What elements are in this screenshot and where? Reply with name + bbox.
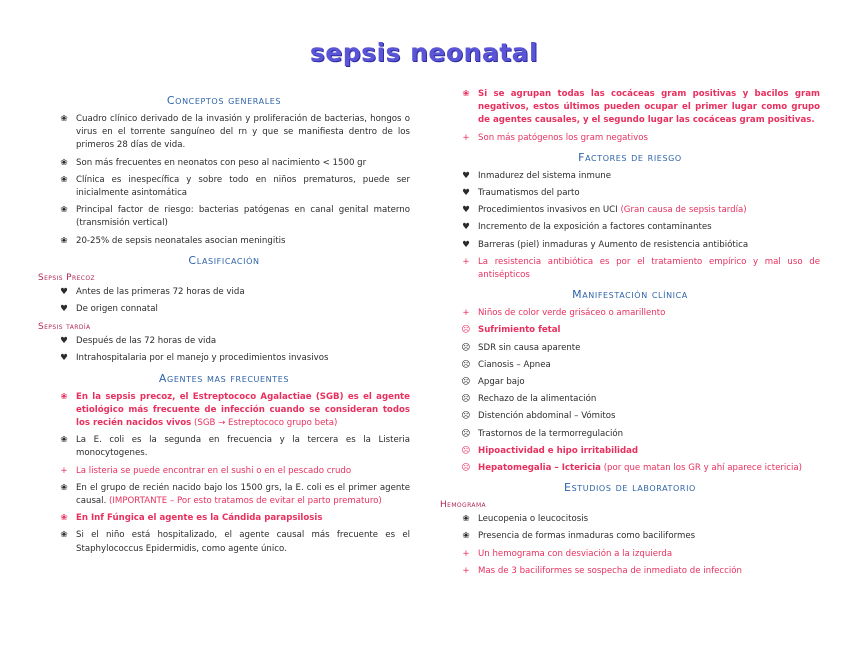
- section-heading-agentes: Agentes mas frecuentes: [158, 371, 290, 385]
- frown-icon: ☹: [461, 359, 471, 370]
- flower-icon: ❀: [462, 89, 470, 99]
- frown-icon: ☹: [461, 428, 471, 439]
- subheading-hemograma: Hemograma: [440, 500, 487, 511]
- section-heading-conceptos: Conceptos generales: [166, 94, 282, 107]
- list-item: ❀ Leucopenia o leucocitosis: [440, 513, 820, 526]
- list-item: + Son más patógenos los gram negativos: [440, 132, 820, 145]
- list-item: + Niños de color verde grisáceo o amarillento: [440, 307, 820, 320]
- page-title: sepsis neonatal: [309, 38, 539, 67]
- frown-icon: ☹: [461, 411, 471, 422]
- frown-icon: ☹: [461, 377, 471, 388]
- manifestacion-list: [440, 307, 820, 475]
- section-heading-estudios: Estudios de laboratorio: [564, 481, 696, 495]
- list-item: ♥ Inmadurez del sistema inmune: [440, 170, 820, 183]
- flower-icon: ❀: [60, 513, 68, 524]
- flower-icon: ❀: [60, 391, 68, 402]
- list-item: + La listeria se puede encontrar en el sushi o en el pescado crudo: [38, 465, 410, 478]
- factores-list: [440, 170, 820, 282]
- subheading-sepsis-precoz: Sepsis Precoz: [38, 272, 95, 283]
- list-item: ☹ Trastornos de la termorregulación: [440, 428, 820, 441]
- list-item: ❀ Si se agrupan todas las cocáceas gram positivas y bacilos gram negativos, estos últimos pueden ocupar el primer lugar como grupo de agentes causales, y el segundo lugar las cocáceas gram positivas.: [440, 88, 820, 128]
- list-item: ♥ Incremento de la exposición a factores contaminantes: [440, 221, 820, 234]
- plus-icon: +: [462, 308, 470, 319]
- frown-icon: ☹: [461, 445, 471, 456]
- top-right-list: [440, 88, 820, 145]
- estudios-list: [440, 513, 820, 578]
- flower-icon: ❀: [462, 531, 470, 542]
- list-item: ❀ En el grupo de recién nacido bajo los 1500 grs, la E. coli es el primer agente causal. (IMPORTANTE – Por esto tratamos de evitar el parto prematuro): [38, 482, 410, 508]
- list-item: ❀ 20-25% de sepsis neonatales asocian meningitis: [38, 235, 410, 248]
- flower-icon: ❀: [60, 482, 68, 493]
- frown-icon: ☹: [461, 394, 471, 405]
- heart-icon: ♥: [60, 286, 68, 297]
- list-item: ☹ Distención abdominal – Vómitos: [440, 410, 820, 423]
- list-item: + Mas de 3 baciliformes se sospecha de inmediato de infección: [440, 565, 820, 578]
- list-item: ❀ Clínica es inespecífica y sobre todo en niños prematuros, puede ser inicialmente asintomática: [38, 174, 410, 200]
- section-heading-factores: Factores de riesgo: [578, 150, 682, 164]
- frown-icon: ☹: [461, 463, 471, 474]
- list-item: ♥ Después de las 72 horas de vida: [38, 335, 410, 348]
- subheading-sepsis-tardia: Sepsis tardía: [38, 322, 91, 333]
- plus-icon: +: [462, 132, 470, 143]
- list-item: ☹ Cianosis – Apnea: [440, 359, 820, 372]
- list-item: ♥ Barreras (piel) inmaduras y Aumento de resistencia antibiótica: [440, 239, 820, 252]
- plus-icon: +: [462, 548, 470, 559]
- list-item: ❀ Cuadro clínico derivado de la invasión y proliferación de bacterias, hongos o virus en el torrente sanguíneo del rn y que se manifiesta dentro de los primeros 28 días de vida.: [38, 113, 410, 153]
- frown-icon: ☹: [461, 342, 471, 353]
- list-item: ❀ Principal factor de riesgo: bacterias patógenas en canal genital materno (transmisión vertical): [38, 204, 410, 230]
- flower-icon: ❀: [60, 174, 68, 185]
- flower-icon: ❀: [462, 514, 470, 525]
- list-item: ♥ Traumatismos del parto: [440, 187, 820, 200]
- list-item: ❀ Si el niño está hospitalizado, el agente causal más frecuente es el Staphylococcus Epidermidis, como agente único.: [38, 529, 410, 555]
- list-item: ❀ La E. coli es la segunda en frecuencia y la tercera es la Listeria monocytogenes.: [38, 434, 410, 460]
- flower-icon: ❀: [60, 530, 68, 541]
- precoz-list: [38, 286, 410, 316]
- heart-icon: ♥: [60, 304, 68, 315]
- plus-icon: +: [462, 256, 470, 267]
- right-column: [440, 88, 820, 582]
- heart-icon: ♥: [60, 353, 68, 364]
- flower-icon: ❀: [60, 205, 68, 216]
- list-item: ❀ Presencia de formas inmaduras como baciliformes: [440, 530, 820, 543]
- list-item: ♥ De origen connatal: [38, 303, 410, 316]
- tardia-list: [38, 335, 410, 365]
- heart-icon: ♥: [462, 222, 470, 233]
- plus-icon: +: [462, 565, 470, 576]
- list-item: ☹ Apgar bajo: [440, 376, 820, 389]
- heart-icon: ♥: [462, 205, 470, 216]
- flower-icon: ❀: [60, 114, 68, 124]
- heart-icon: ♥: [462, 170, 470, 181]
- list-item: ❀ En Inf Fúngica el agente es la Cándida parapsilosis: [38, 512, 410, 525]
- flower-icon: ❀: [60, 157, 68, 168]
- list-item: ☹ Sufrimiento fetal: [440, 324, 820, 337]
- list-item: ☹ Hepatomegalia – Ictericia (por que matan los GR y ahí aparece ictericia): [440, 462, 820, 475]
- list-item: + La resistencia antibiótica es por el tratamiento empírico y mal uso de antisépticos: [440, 256, 820, 282]
- frown-icon: ☹: [461, 325, 471, 336]
- heart-icon: ♥: [462, 188, 470, 199]
- plus-icon: +: [60, 465, 68, 476]
- list-item: ☹ SDR sin causa aparente: [440, 342, 820, 355]
- flower-icon: ❀: [60, 235, 68, 246]
- list-item: ❀ Son más frecuentes en neonatos con peso al nacimiento < 1500 gr: [38, 157, 410, 170]
- list-item: ❀ En la sepsis precoz, el Estreptococo Agalactiae (SGB) es el agente etiológico más frecuente de infección cuando se consideran todos los recién nacidos vivos (SGB → Estreptococo grupo beta): [38, 391, 410, 431]
- heart-icon: ♥: [60, 336, 68, 347]
- heart-icon: ♥: [462, 239, 470, 250]
- conceptos-list: [38, 113, 410, 248]
- agentes-list: [38, 391, 410, 556]
- section-heading-manifestacion: Manifestación clínica: [572, 288, 688, 302]
- list-item: + Un hemograma con desviación a la izquierda: [440, 548, 820, 561]
- list-item: ☹ Rechazo de la alimentación: [440, 393, 820, 406]
- list-item: ♥ Intrahospitalaria por el manejo y procedimientos invasivos: [38, 352, 410, 365]
- list-item: ☹ Hipoactividad e hipo irritabilidad: [440, 445, 820, 458]
- list-item: ♥ Antes de las primeras 72 horas de vida: [38, 286, 410, 299]
- flower-icon: ❀: [60, 435, 68, 446]
- list-item: ♥ Procedimientos invasivos en UCI (Gran causa de sepsis tardía): [440, 204, 820, 217]
- left-column: [38, 88, 410, 560]
- section-heading-clasificacion: Clasificación: [188, 253, 260, 267]
